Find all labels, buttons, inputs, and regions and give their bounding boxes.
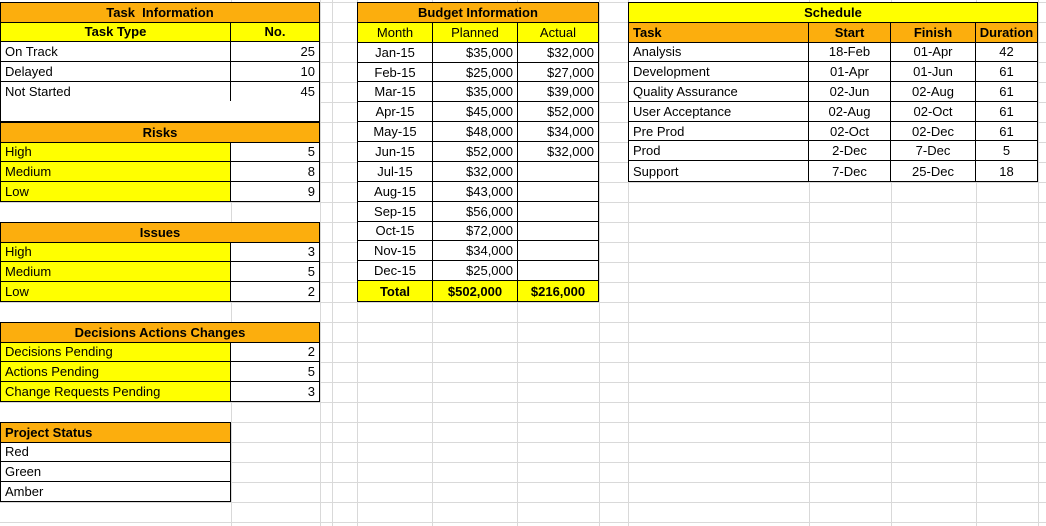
risk-level-count-cell[interactable]: 9 xyxy=(231,182,319,202)
schedule-task-cell[interactable]: Quality Assurance xyxy=(629,82,809,102)
project-status-option-cell[interactable]: Red xyxy=(1,443,230,463)
schedule-title-cell[interactable]: Schedule xyxy=(629,3,1037,23)
task-header-cell[interactable]: Task xyxy=(629,23,809,43)
budget-month-cell[interactable]: Dec-15 xyxy=(358,261,433,281)
schedule-start-cell[interactable]: 2-Dec xyxy=(809,141,891,161)
task-status-count-cell[interactable]: 25 xyxy=(231,42,319,62)
task-information-title-cell[interactable]: Task Information xyxy=(1,3,319,23)
budget-planned-cell[interactable]: $72,000 xyxy=(433,222,518,242)
schedule-start-cell[interactable]: 02-Oct xyxy=(809,122,891,142)
schedule-duration-cell[interactable]: 61 xyxy=(976,122,1037,142)
gridline-horizontal xyxy=(0,522,1046,523)
risk-level-count-cell[interactable]: 8 xyxy=(231,162,319,182)
issue-level-count-cell[interactable]: 5 xyxy=(231,262,319,282)
project-status-table xyxy=(0,422,231,502)
issues-title-cell[interactable]: Issues xyxy=(1,223,319,243)
budget-actual-cell[interactable] xyxy=(518,241,598,261)
decisions-actions-changes-title-cell[interactable]: Decisions Actions Changes xyxy=(1,323,319,343)
budget-planned-cell[interactable]: $48,000 xyxy=(433,122,518,142)
risks-table xyxy=(0,122,320,202)
task-status-label-cell[interactable]: Delayed xyxy=(1,62,231,82)
pending-item-count-cell[interactable]: 3 xyxy=(231,382,319,402)
gridline-vertical xyxy=(320,0,321,526)
start-header-cell[interactable]: Start xyxy=(809,23,891,43)
schedule-start-cell[interactable]: 01-Apr xyxy=(809,62,891,82)
issue-level-label-cell[interactable]: Low xyxy=(1,282,231,302)
actual-header-cell[interactable]: Actual xyxy=(518,23,598,43)
gridline-horizontal xyxy=(0,402,1046,403)
issue-level-count-cell[interactable]: 3 xyxy=(231,243,319,263)
schedule-start-cell[interactable]: 02-Aug xyxy=(809,102,891,122)
budget-month-cell[interactable]: Aug-15 xyxy=(358,182,433,202)
budget-month-cell[interactable]: Jul-15 xyxy=(358,162,433,182)
gridline-horizontal xyxy=(0,302,1046,303)
budget-planned-cell[interactable]: $43,000 xyxy=(433,182,518,202)
budget-actual-cell[interactable]: $27,000 xyxy=(518,63,598,83)
budget-planned-cell[interactable]: $32,000 xyxy=(433,162,518,182)
schedule-task-cell[interactable]: User Acceptance xyxy=(629,102,809,122)
schedule-finish-cell[interactable]: 01-Jun xyxy=(891,62,976,82)
schedule-start-cell[interactable]: 18-Feb xyxy=(809,43,891,63)
task-status-count-cell[interactable]: 10 xyxy=(231,62,319,82)
schedule-finish-cell[interactable]: 01-Apr xyxy=(891,43,976,63)
budget-planned-cell[interactable]: $56,000 xyxy=(433,202,518,222)
budget-actual-cell[interactable]: $32,000 xyxy=(518,142,598,162)
budget-total-label-cell[interactable]: Total xyxy=(358,281,433,301)
no-header-cell[interactable]: No. xyxy=(231,23,319,43)
budget-planned-cell[interactable]: $34,000 xyxy=(433,241,518,261)
budget-month-cell[interactable]: Jun-15 xyxy=(358,142,433,162)
budget-total-planned-cell[interactable]: $502,000 xyxy=(433,281,518,301)
schedule-finish-cell[interactable]: 7-Dec xyxy=(891,141,976,161)
budget-actual-cell[interactable]: $52,000 xyxy=(518,102,598,122)
task-status-count-cell[interactable]: 45 xyxy=(231,82,319,102)
budget-actual-cell[interactable]: $34,000 xyxy=(518,122,598,142)
pending-item-label-cell[interactable]: Change Requests Pending xyxy=(1,382,231,402)
budget-month-cell[interactable]: Apr-15 xyxy=(358,102,433,122)
budget-actual-cell[interactable] xyxy=(518,222,598,242)
duration-header-cell[interactable]: Duration xyxy=(976,23,1037,43)
pending-item-label-cell[interactable]: Actions Pending xyxy=(1,362,231,382)
risks-title-cell[interactable]: Risks xyxy=(1,123,319,143)
budget-planned-cell[interactable]: $25,000 xyxy=(433,261,518,281)
budget-actual-cell[interactable] xyxy=(518,261,598,281)
budget-month-cell[interactable]: Feb-15 xyxy=(358,63,433,83)
project-status-title-cell[interactable]: Project Status xyxy=(1,423,230,443)
budget-actual-cell[interactable] xyxy=(518,202,598,222)
budget-actual-cell[interactable] xyxy=(518,162,598,182)
issue-level-label-cell[interactable]: High xyxy=(1,243,231,263)
budget-planned-cell[interactable]: $35,000 xyxy=(433,43,518,63)
schedule-duration-cell[interactable]: 61 xyxy=(976,62,1037,82)
task-status-label-cell[interactable]: On Track xyxy=(1,42,231,62)
risk-level-label-cell[interactable]: Medium xyxy=(1,162,231,182)
schedule-duration-cell[interactable]: 5 xyxy=(976,141,1037,161)
budget-title-cell[interactable]: Budget Information xyxy=(358,3,598,23)
budget-total-actual-cell[interactable]: $216,000 xyxy=(518,281,598,301)
schedule-finish-cell[interactable]: 25-Dec xyxy=(891,161,976,181)
schedule-finish-cell[interactable]: 02-Aug xyxy=(891,82,976,102)
schedule-start-cell[interactable]: 7-Dec xyxy=(809,161,891,181)
schedule-task-cell[interactable]: Development xyxy=(629,62,809,82)
budget-planned-cell[interactable]: $25,000 xyxy=(433,63,518,83)
planned-header-cell[interactable]: Planned xyxy=(433,23,518,43)
risk-level-count-cell[interactable]: 5 xyxy=(231,143,319,163)
budget-actual-cell[interactable]: $39,000 xyxy=(518,82,598,102)
schedule-duration-cell[interactable]: 42 xyxy=(976,43,1037,63)
schedule-finish-cell[interactable]: 02-Oct xyxy=(891,102,976,122)
schedule-duration-cell[interactable]: 18 xyxy=(976,161,1037,181)
task-status-label-cell[interactable]: Not Started xyxy=(1,82,231,102)
risk-level-label-cell[interactable]: Low xyxy=(1,182,231,202)
issue-level-label-cell[interactable]: Medium xyxy=(1,262,231,282)
schedule-duration-cell[interactable]: 61 xyxy=(976,102,1037,122)
budget-month-cell[interactable]: Sep-15 xyxy=(358,202,433,222)
task-type-header-cell[interactable]: Task Type xyxy=(1,23,231,43)
schedule-task-cell[interactable]: Analysis xyxy=(629,43,809,63)
finish-header-cell[interactable]: Finish xyxy=(891,23,976,43)
budget-month-cell[interactable]: Jan-15 xyxy=(358,43,433,63)
decisions-actions-changes-table xyxy=(0,322,320,402)
budget-actual-cell[interactable] xyxy=(518,182,598,202)
budget-month-cell[interactable]: Oct-15 xyxy=(358,222,433,242)
schedule-start-cell[interactable]: 02-Jun xyxy=(809,82,891,102)
budget-planned-cell[interactable]: $52,000 xyxy=(433,142,518,162)
project-status-option-cell[interactable]: Amber xyxy=(1,482,230,502)
project-status-option-cell[interactable]: Green xyxy=(1,462,230,482)
schedule-duration-cell[interactable]: 61 xyxy=(976,82,1037,102)
gridline-vertical xyxy=(332,0,333,526)
budget-planned-cell[interactable]: $45,000 xyxy=(433,102,518,122)
pending-item-label-cell[interactable]: Decisions Pending xyxy=(1,343,231,363)
issue-level-count-cell[interactable]: 2 xyxy=(231,282,319,302)
issues-table xyxy=(0,222,320,302)
gridline-vertical xyxy=(1038,0,1039,526)
budget-month-cell[interactable]: May-15 xyxy=(358,122,433,142)
budget-actual-cell[interactable]: $32,000 xyxy=(518,43,598,63)
schedule-task-cell[interactable]: Prod xyxy=(629,141,809,161)
schedule-finish-cell[interactable]: 02-Dec xyxy=(891,122,976,142)
month-header-cell[interactable]: Month xyxy=(358,23,433,43)
gridline-horizontal xyxy=(0,502,1046,503)
schedule-table xyxy=(628,2,1038,182)
task-information-table xyxy=(0,2,320,122)
budget-month-cell[interactable]: Nov-15 xyxy=(358,241,433,261)
gridline-vertical xyxy=(599,0,600,526)
pending-item-count-cell[interactable]: 5 xyxy=(231,362,319,382)
risk-level-label-cell[interactable]: High xyxy=(1,143,231,163)
budget-information-table xyxy=(357,2,599,302)
budget-planned-cell[interactable]: $35,000 xyxy=(433,82,518,102)
schedule-task-cell[interactable]: Pre Prod xyxy=(629,122,809,142)
schedule-task-cell[interactable]: Support xyxy=(629,161,809,181)
pending-item-count-cell[interactable]: 2 xyxy=(231,343,319,363)
budget-month-cell[interactable]: Mar-15 xyxy=(358,82,433,102)
